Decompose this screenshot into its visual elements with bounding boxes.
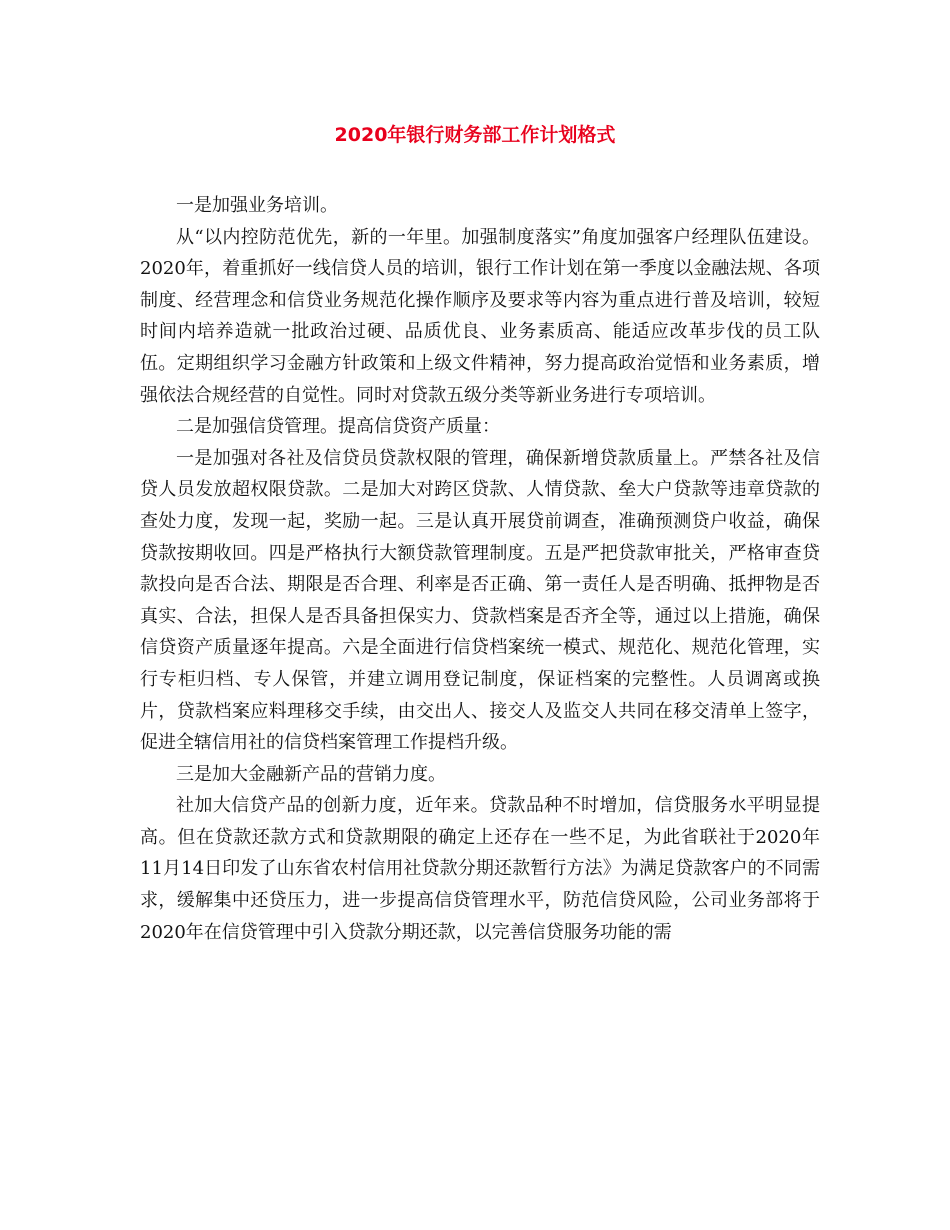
paragraph-5: 三是加大金融新产品的营销力度。 xyxy=(176,763,446,785)
document-title: 2020年银行财务部工作计划格式 xyxy=(334,124,616,146)
paragraph-3: 二是加强信贷管理。提高信贷资产质量： xyxy=(176,416,500,438)
paragraph-4: 一是加强对各社及信贷员贷款权限的管理，确保新增贷款质量上。严禁各社及信贷人员发放超权限贷款。二是加大对跨区贷款、人情贷款、垒大户贷款等违章贷款的查处力度，发现一起，奖励一起。三是认真开展贷前调查，准确预测贷户收益，确保贷款按期收回。四是严格执行大额贷款管理制度。五是严把贷款审批关，严格审查贷款投向是否合法、期限是否合理、利率是否正确、第一责任人是否明确、抵押物是否真实、合法，担保人是否具备担保实力、贷款档案是否齐全等，通过以上措施，确保信贷资产质量逐年提高。六是全面进行信贷档案统一模式、规范化、规范化管理，实行专柜归档、专人保管，并建立调用登记制度，保证档案的完整性。人员调离或换片，贷款档案应料理移交手续，由交出人、接交人及监交人共同在移交清单上签字，促进全辖信用社的信贷档案管理工作提档升级。 xyxy=(140,447,820,754)
paragraph-1: 一是加强业务培训。 xyxy=(176,195,338,216)
paragraph-2: 从“以内控防范优先，新的一年里。加强制度落实”角度加强客户经理队伍建设。2020年，着重抓好一线信贷人员的培训，银行工作计划在第一季度以金融法规、各项制度、经营理念和信贷业务规范化操作顺序及要求等内容为重点进行普及培训，较短时间内培养造就一批政治过硬、品质优良、业务素质高、能适应改革步伐的员工队伍。定期组织学习金融方针政策和上级文件精神，努力提高政治觉悟和业务素质，增强依法合规经营的自觉性。同时对贷款五级分类等新业务进行专项培训。 xyxy=(140,226,820,406)
paragraph-6: 社加大信贷产品的创新力度，近年来。贷款品种不时增加，信贷服务水平明显提高。但在贷款还款方式和贷款期限的确定上还存在一些不足，为此省联社于2020年11月14日印发了山东省农村信用社贷款分期还款暂行方法》为满足贷款客户的不同需求，缓解集中还贷压力，进一步提高信贷管理水平，防范信贷风险，公司业务部将于2020年在信贷管理中引入贷款分期还款，以完善信贷服务功能的需 xyxy=(140,795,820,943)
document-body xyxy=(140,190,820,948)
